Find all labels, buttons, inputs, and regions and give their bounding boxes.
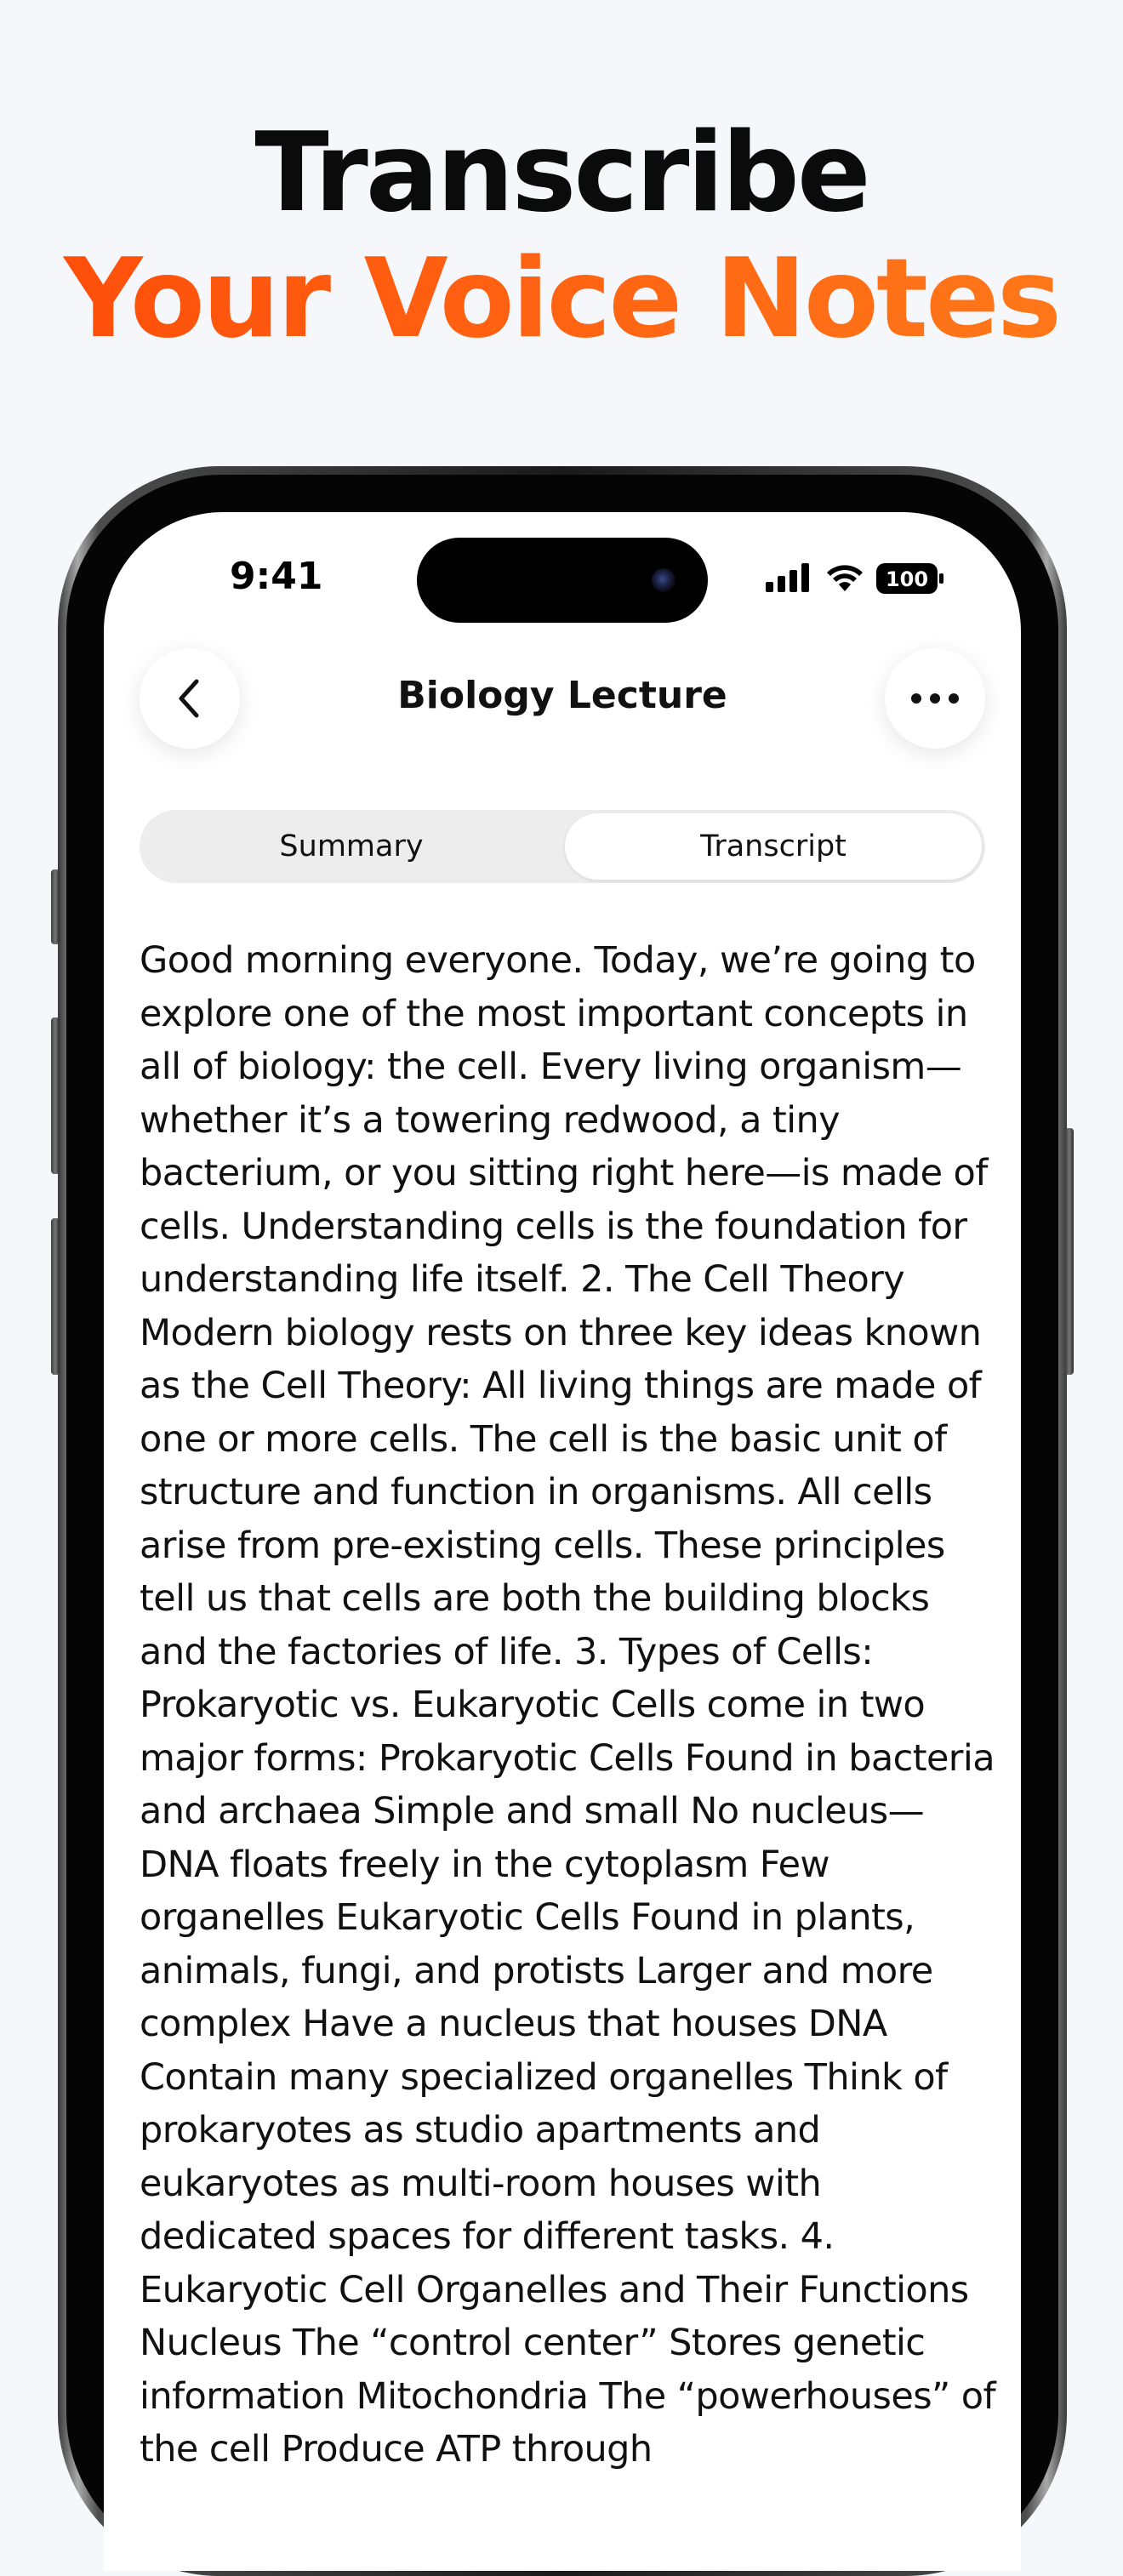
action-button: [51, 869, 60, 944]
ellipsis-icon: [909, 692, 961, 704]
status-icons: [766, 563, 944, 597]
segmented-control: [140, 810, 985, 883]
wifi-icon: [825, 563, 864, 592]
dynamic-island: [417, 538, 708, 623]
volume-up-button: [51, 1017, 60, 1174]
tab-transcript[interactable]: Transcript: [565, 813, 982, 880]
battery-icon: [876, 563, 944, 594]
page-title: Biology Lecture: [397, 674, 727, 717]
power-button: [1065, 1128, 1074, 1375]
phone-screen: [104, 512, 1021, 2571]
battery-level: 100: [885, 567, 929, 591]
headline-line-2: Your Voice Notes: [0, 245, 1123, 354]
more-options-button[interactable]: [885, 648, 985, 749]
volume-down-button: [51, 1218, 60, 1375]
transcript-text: Good morning everyone. Today, we’re going to explore one of the most important concepts in all of biology: the cell. Every living organism—whether it’s a towering redwood, a tiny bacterium, or you sitting right here—is made of cells. Understanding cells is the foundation for understanding life itself. 2. The Cell Theory Modern biology rests on three key ideas known as the Cell Theory: All living things are made of one or more cells. The cell is the basic unit of structure and function in organisms. All cells arise from pre-existing cells. These principles tell us that cells are both the building blocks and the factories of life. 3. Types of Cells: Prokaryotic vs. Eukaryotic Cells come in two major forms: Prokaryotic Cells Found in bacteria and archaea Simple and small No nucleus—DNA floats freely in the cytoplasm Few organelles Eukaryotic Cells Found in plants, animals, fungi, and protists Larger and more complex Have a nucleus that houses DNA Contain many specialized organelles Think of prokaryotes as studio apartments and eukaryotes as multi-room houses with dedicated spaces for different tasks. 4. Eukaryotic Cell Organelles and Their Functions Nucleus The “control center” Stores genetic information Mitochondria The “powerhouses” of the cell Produce ATP through: [140, 939, 995, 2471]
cellular-signal-icon: [766, 563, 813, 592]
status-time: 9:41: [230, 555, 323, 598]
front-camera-icon: [652, 568, 676, 592]
headline-line-1: Transcribe: [254, 110, 869, 237]
tab-summary[interactable]: Summary: [279, 829, 424, 863]
